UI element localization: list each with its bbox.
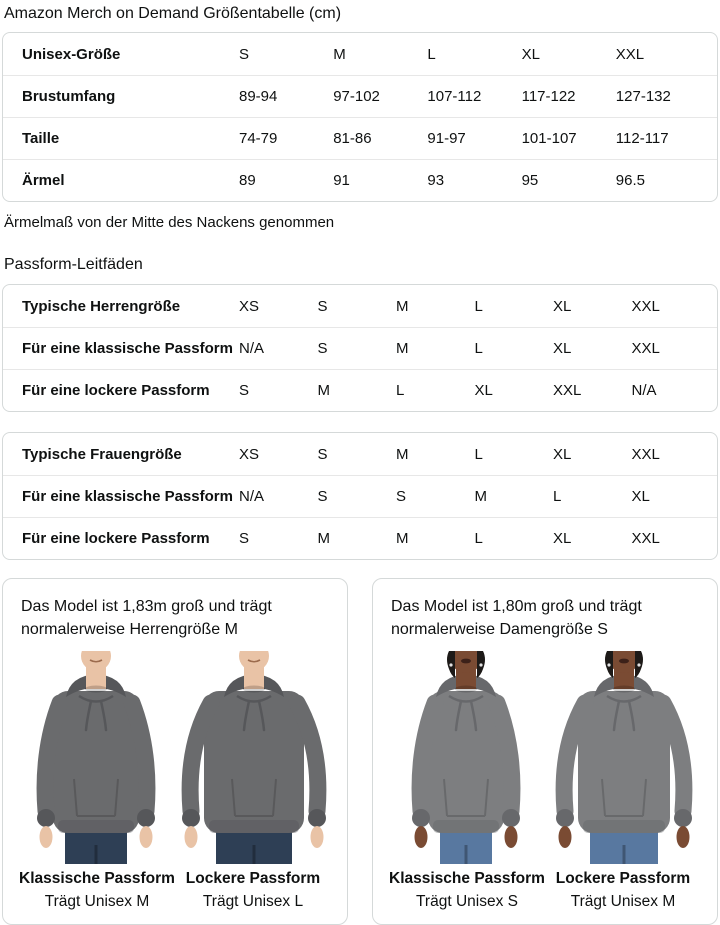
row-label: Ärmel [22,172,65,189]
loose-fit-block [545,869,701,912]
row-label: Für eine klassische Passform [22,488,233,505]
size-cell: M [333,45,346,63]
size-cell: S [239,382,250,399]
table-row [3,327,717,369]
size-cell: XL [474,382,493,399]
size-cell: S [396,488,407,505]
size-cell: 91-97 [427,130,466,147]
size-cell: XL [553,445,572,463]
fit-size-label: Trägt Unisex M [44,893,150,910]
table-row [3,475,717,517]
size-cell: M [317,530,330,547]
size-cell: M [396,445,409,463]
size-cell: XL [521,45,540,63]
fit-labels [389,869,701,912]
row-cells [236,340,717,357]
man-loose-fit-photo [178,651,330,864]
size-cell: XXL [615,45,645,63]
size-cell: XS [239,445,260,463]
size-cell: 107-112 [427,88,482,105]
size-cell: 74-79 [239,130,278,147]
row-cells [236,488,717,505]
size-cell: S [317,488,328,505]
model-card-men [2,578,348,925]
row-cells [236,88,717,105]
row-cells [236,130,717,147]
fit-label: Klassische Passform [389,870,545,887]
size-cell: L [427,45,436,63]
woman-loose-fit-photo [548,651,700,864]
row-cells [236,46,717,63]
size-cell: XXL [553,382,582,399]
row-label: Typische Herrengröße [22,297,181,315]
size-cell: XXL [631,445,660,463]
size-cell: S [317,340,328,357]
size-cell: 112-117 [615,130,669,147]
classic-fit-block [389,869,545,912]
table-row [3,285,717,327]
model-photos [389,651,701,864]
size-cell: S [239,530,250,547]
fit-size-label: Trägt Unisex S [416,893,518,910]
fit-size-label: Trägt Unisex L [202,893,304,910]
row-cells [236,530,717,547]
size-cell: XXL [631,530,660,547]
size-cell: N/A [631,382,657,399]
size-cell: S [239,45,250,63]
row-cells [236,172,717,189]
row-label: Taille [22,130,60,147]
row-label: Für eine lockere Passform [22,530,210,547]
size-cell: M [396,297,409,315]
row-cells [236,298,717,315]
size-cell: L [474,340,483,357]
model-card-description: Das Model ist 1,80m groß und trägt normalerweise Damengröße S [391,598,642,638]
fit-label: Lockere Passform [555,870,691,887]
classic-fit-block [19,869,175,912]
fit-size-label: Trägt Unisex M [570,893,676,910]
size-cell: XXL [631,297,660,315]
size-cell: 93 [427,172,445,189]
size-cell: 95 [521,172,539,189]
model-card-women [372,578,718,925]
size-cell: 89-94 [239,88,278,105]
size-cell: XL [631,488,650,505]
size-cell: XXL [631,340,660,357]
table-row [3,517,717,559]
size-cell: M [396,340,409,357]
size-cell: S [317,297,328,315]
table-row [3,75,717,117]
size-cell: XL [553,297,572,315]
size-cell: 117-122 [521,88,576,105]
size-cell: 101-107 [521,130,577,147]
size-cell: XL [553,340,572,357]
size-cell: 96.5 [615,172,645,189]
row-label: Für eine lockere Passform [22,382,210,399]
size-cell: L [396,382,405,399]
unisex-size-table [2,32,718,202]
size-cell: L [474,297,483,315]
model-photos [19,651,331,864]
row-cells [236,382,717,399]
size-cell: XL [553,530,572,547]
page-title: Amazon Merch on Demand Größentabelle (cm) [4,5,342,22]
fit-labels [19,869,331,912]
size-cell: N/A [239,340,265,357]
loose-fit-block [175,869,331,912]
fit-label: Klassische Passform [19,870,175,887]
row-label: Unisex-Größe [22,45,121,63]
woman-classic-fit-photo [390,651,542,864]
table-row [3,159,717,201]
size-cell: L [474,530,483,547]
size-cell: M [474,488,487,505]
size-cell: 81-86 [333,130,372,147]
row-label: Für eine klassische Passform [22,340,233,357]
size-cell: L [474,445,483,463]
row-label: Typische Frauengröße [22,445,182,463]
size-cell: 89 [239,172,256,189]
size-cell: 97-102 [333,88,380,105]
fit-label: Lockere Passform [185,870,321,887]
table-row [3,117,717,159]
man-classic-fit-photo [20,651,172,864]
table-row [3,33,717,75]
model-cards [2,578,718,925]
table-row [3,369,717,411]
size-cell: N/A [239,488,265,505]
fit-guides-heading: Passform-Leitfäden [4,256,143,273]
sleeve-note: Ärmelmaß von der Mitte des Nackens genommen [4,214,335,231]
row-label: Brustumfang [22,88,116,105]
size-cell: M [317,382,330,399]
row-cells [236,446,717,463]
size-cell: L [553,488,562,505]
size-cell: XS [239,297,260,315]
size-cell: 91 [333,172,350,189]
size-cell: M [396,530,409,547]
size-cell: S [317,445,328,463]
size-cell: 127-132 [615,88,671,105]
model-card-description: Das Model ist 1,83m groß und trägt normalerweise Herrengröße M [21,598,272,638]
table-row [3,433,717,475]
womens-fit-table [2,432,718,560]
mens-fit-table [2,284,718,412]
